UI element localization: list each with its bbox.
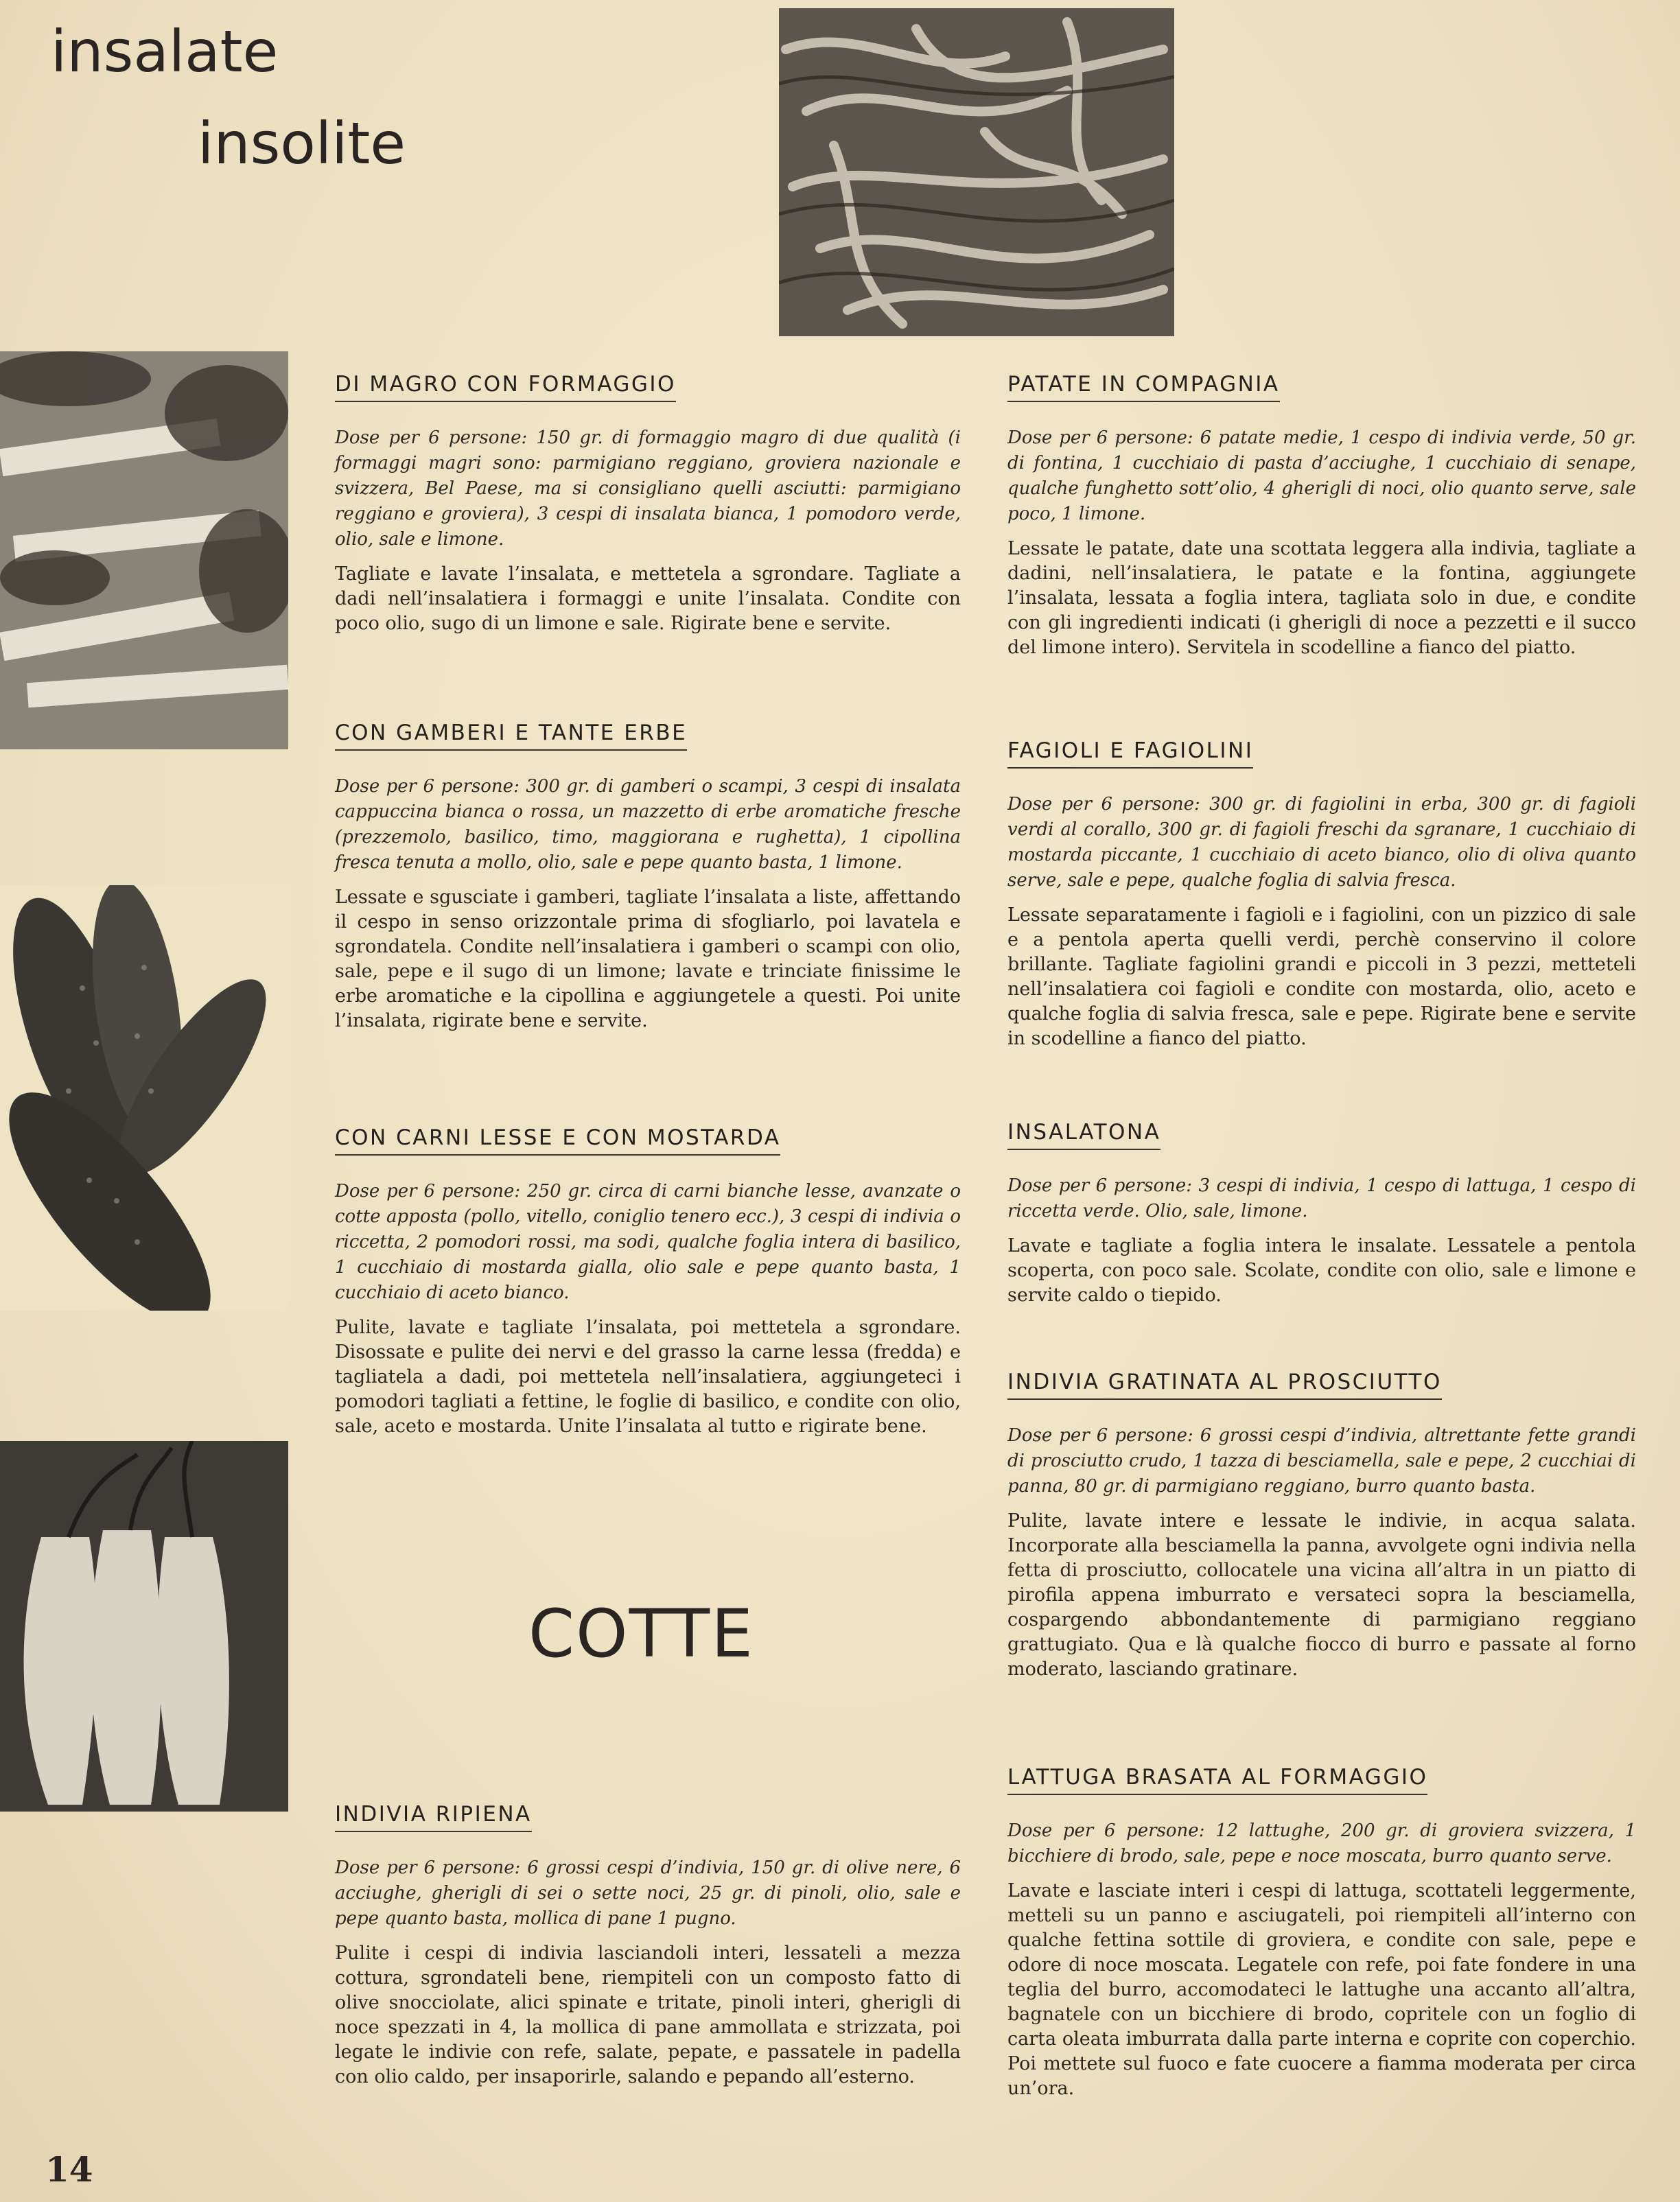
recipe-dose: Dose per 6 persone: 300 gr. di gamberi o scampi, 3 cespi di insalata cappuccina bianca o rossa, un mazzetto di erbe aromatiche fresche (prezzemolo, basilico, timo, maggiorana e rughetta), 1 cipollina fresca tenuta a mollo, olio, sale e pepe quanto basta, 1 limone.: [335, 776, 961, 873]
recipe-procedure: Pulite, lavate e tagliate l’insalata, poi mettetela a sgrondare. Disossate e pulite dei nervi e del grasso la carne lessa (fredda) e tagliatela a dadi, poi mettetela nell’insalatiera, aggiungeteci i pomodori tagliati a fettine, le foglie di basilico, e condite con olio, sale, aceto e mostarda. Unite l’insalata al tutto e rigirate bene.: [335, 1317, 961, 1437]
recipe-procedure: Pulite i cespi di indivia lasciandoli interi, lessateli a mezza cottura, sgrondateli bene, riempiteli con un composto fatto di olive snocciolate, alici spinate e tritate, pinoli interi, gherigli di noce spezzati in 4, la mollica di pane ammollata e strizzata, poi legate le indivie con refe, salate, pepate, e passatele in padella con olio caldo, per insaporirle, salando e pepando all’esterno.: [335, 1943, 961, 2087]
carrots-photo: [0, 1441, 288, 1812]
recipe-di-magro: [335, 372, 961, 636]
recipe-procedure: Lessate e sgusciate i gamberi, tagliate l’insalata a liste, affettando il cespo in senso orizzontale prima di sfogliarlo, poi lavatela e sgrondatela. Condite nell’insalatiera i gamberi o scampi con olio, sale, pepe e il sugo di un limone; lavate e trinciate finissime le erbe aromatiche e la cipollina e aggiungetele a questi. Poi unite l’insalata, rigirate bene e servite.: [335, 887, 961, 1031]
recipe-patate-in-compagnia: [1007, 372, 1636, 660]
chard-photo: [0, 351, 288, 749]
recipe-con-carni-lesse: [335, 1125, 961, 1439]
recipe-procedure: Lessate separatamente i fagioli e i fagiolini, con un pizzico di sale e a pentola aperta quelli verdi, perchè conservino il colore brillante. Tagliate fagiolini grandi e piccoli in 3 pezzi, metteteli nell’insalatiera coi fagioli e condite con mostarda, olio, aceto e qualche foglia di salvia fresca, sale e pepe. Rigirate bene e servite in scodelline a fianco del piatto.: [1007, 904, 1636, 1049]
recipe-dose: Dose per 6 persone: 300 gr. di fagiolini in erba, 300 gr. di fagioli verdi al corallo, 300 gr. di fagioli freschi da sgranare, 1 cucchiaio di mostarda piccante, 1 cucchiaio di aceto bianco, olio di oliva quanto serve, sale e pepe, qualche foglia di salvia fresca.: [1007, 794, 1636, 891]
recipe-title: LATTUGA BRASATA AL FORMAGGIO: [1007, 1765, 1427, 1795]
recipe-dose: Dose per 6 persone: 3 cespi di indivia, 1 cespo di lattuga, 1 cespo di riccetta verde. Olio, sale, limone.: [1007, 1175, 1636, 1221]
recipe-title: INDIVIA RIPIENA: [335, 1802, 532, 1832]
recipe-insalatona: [1007, 1120, 1636, 1308]
page-number: 14: [45, 2149, 93, 2190]
recipe-title: PATATE IN COMPAGNIA: [1007, 372, 1280, 402]
recipe-procedure: Lessate le patate, date una scottata leggera alla indivia, tagliate a dadini, nell’insalatiera, le patate e la fontina, aggiungete l’insalata, lessata a foglia intera, tagliata solo in due, e condite con gli ingredienti indicati (i gherigli di noce a pezzetti e il succo del limone intero). Servitela in scodelline a fianco del piatto.: [1007, 538, 1636, 658]
recipe-title: CON CARNI LESSE E CON MOSTARDA: [335, 1125, 780, 1156]
recipe-dose: Dose per 6 persone: 6 patate medie, 1 cespo di indivia verde, 50 gr. di fontina, 1 cucchiaio di pasta d’acciughe, 1 cucchiaio di senape, qualche funghetto sott’olio, 4 gherigli di noci, olio quanto serve, sale poco, 1 limone.: [1007, 427, 1636, 524]
page-title-line1: insalate: [51, 18, 279, 85]
recipe-dose: Dose per 6 persone: 150 gr. di formaggio magro di due qualità (i formaggi magri sono: parmigiano reggiano, groviera nazionale e svizzera, Bel Paese, ma si consigliano quelli asciutti: parmigiano reggiano e groviera), 3 cespi di insalata bianca, 1 pomodoro verde, olio, sale e limone.: [335, 427, 961, 550]
recipe-title: CON GAMBERI E TANTE ERBE: [335, 721, 687, 751]
recipe-con-gamberi: [335, 721, 961, 1033]
recipe-procedure: Pulite, lavate intere e lessate le indivie, in acqua salata. Incorporate alla besciamella la panna, avvolgete ogni indivia nella fetta di prosciutto, collocatele una vicina all’altra in un piatto di pirofila appena imburrato e versateci sopra la besciamella, cospargendo abbondantemente di parmigiano reggiano grattugiato. Qua e là qualche fiocco di burro e passate al forno moderato, lasciando gratinare.: [1007, 1510, 1636, 1680]
cucumbers-photo: [0, 885, 288, 1311]
recipe-title: INDIVIA GRATINATA AL PROSCIUTTO: [1007, 1370, 1442, 1400]
recipe-procedure: Tagliate e lavate l’insalata, e mettetela a sgrondare. Tagliate a dadi nell’insalatiera i formaggi e unite l’insalata. Condite con poco olio, sugo di un limone e sale. Rigirate bene e servite.: [335, 563, 961, 634]
recipe-dose: Dose per 6 persone: 6 grossi cespi d’indivia, 150 gr. di olive nere, 6 acciughe, gherigli di sei o sette noci, 25 gr. di pinoli, olio, sale e pepe quanto basta, mollica di pane 1 pugno.: [335, 1858, 961, 1929]
recipe-indivia-ripiena: [335, 1802, 961, 2089]
recipe-title: INSALATONA: [1007, 1120, 1160, 1150]
recipe-title: DI MAGRO CON FORMAGGIO: [335, 372, 676, 402]
recipe-lattuga-brasata: [1007, 1765, 1636, 2101]
recipe-dose: Dose per 6 persone: 250 gr. circa di carni bianche lesse, avanzate o cotte apposta (pollo, vitello, coniglio tenero ecc.), 3 cespi di indivia o riccetta, 2 pomodori rossi, ma sodi, qualche foglia intera di basilico, 1 cucchiaio di mostarda gialla, olio sale e pepe quanto basta, 1 cucchiaio di aceto bianco.: [335, 1181, 961, 1303]
recipe-dose: Dose per 6 persone: 12 lattughe, 200 gr. di groviera svizzera, 1 bicchiere di brodo, sale, pepe e noce moscata, burro quanto serve.: [1007, 1820, 1636, 1866]
recipe-title: FAGIOLI E FAGIOLINI: [1007, 738, 1253, 769]
recipe-procedure: Lavate e lasciate interi i cespi di lattuga, scottateli leggermente, metteli su un panno e asciugateli, poi riempiteli all’interno con qualche fettina sottile di groviera, e condite con sale, pepe e odore di noce moscata. Legatele con refe, poi fate fondere in una teglia del burro, accomodateci le lattughe una accanto all’altra, bagnatele con un bicchiere di brodo, copritele con un foglio di carta oleata imburrata dalla parte interna e coprite con coperchio. Poi mettete sul fuoco e fate cuocere a fiamma moderata per circa un’ora.: [1007, 1880, 1636, 2099]
page-title-line2: insolite: [198, 110, 406, 177]
recipe-fagioli-e-fagiolini: [1007, 738, 1636, 1051]
recipe-indivia-gratinata: [1007, 1370, 1636, 1682]
section-heading-cotte: COTTE: [528, 1595, 754, 1672]
green-beans-photo: [779, 8, 1174, 336]
recipe-dose: Dose per 6 persone: 6 grossi cespi d’indivia, altrettante fette grandi di prosciutto crudo, 1 tazza di besciamella, sale e pepe, 2 cucchiai di panna, 80 gr. di parmigiano reggiano, burro quanto basta.: [1007, 1425, 1636, 1497]
recipe-procedure: Lavate e tagliate a foglia intera le insalate. Lessatele a pentola scoperta, con poco sale. Scolate, condite con olio, sale e limone e servite caldo o tiepido.: [1007, 1235, 1636, 1306]
